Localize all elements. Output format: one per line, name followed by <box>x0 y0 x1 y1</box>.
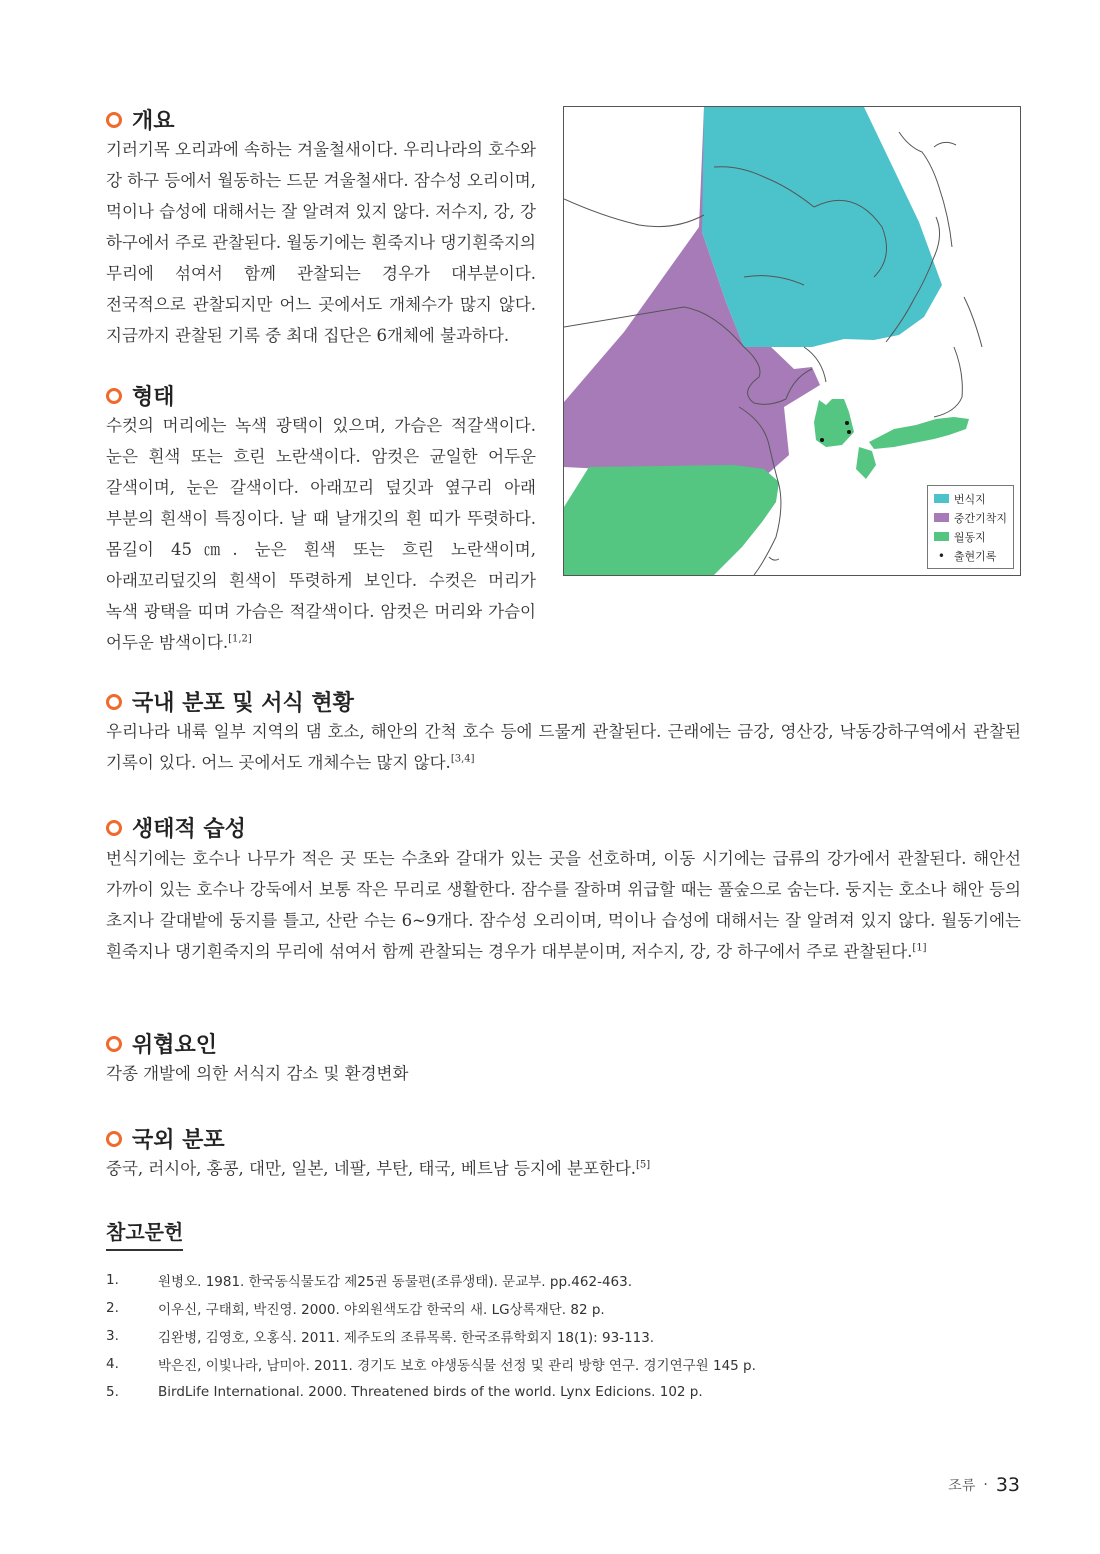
sighting-dot <box>845 421 849 425</box>
circle-bullet-icon <box>106 820 122 836</box>
references-title: 참고문헌 <box>106 1216 183 1251</box>
section-title-domestic: 국내 분포 및 서식 현황 <box>106 686 354 717</box>
references-list <box>106 1266 756 1406</box>
domestic-text: 우리나라 내륙 일부 지역의 댐 호소, 해안의 간척 호수 등에 드물게 관찰된다. 근래에는 금강, 영산강, 낙동강하구역에서 관찰된 기록이 있다. 어느 곳에서도 개체수는 많지 않다.[3,4] <box>106 722 1021 772</box>
legend-wintering: 월동지 <box>934 527 1007 546</box>
swatch-breeding <box>934 494 949 503</box>
page-footer <box>948 1474 1020 1496</box>
section-title-morphology: 형태 <box>106 380 175 411</box>
section-title-ecology: 생태적 습성 <box>106 812 246 843</box>
threats-text: 각종 개발에 의한 서식지 감소 및 환경변화 <box>106 1064 409 1083</box>
reference-item: 4. 박은진, 이빛나라, 남미아. 2011. 경기도 보호 야생동식물 선정 및 관리 방향 연구. 경기연구원 145 p. <box>106 1356 756 1374</box>
citation: [1] <box>912 942 927 954</box>
wintering-japan <box>869 417 969 449</box>
footer-category: 조류 <box>948 1478 976 1494</box>
wintering-region <box>564 465 779 575</box>
morphology-text: 수컷의 머리에는 녹색 광택이 있으며, 가슴은 적갈색이다. 눈은 흰색 또는 흐린 노란색이다. 암컷은 균일한 어두운 갈색이며, 눈은 갈색이다. 아래꼬리 덮깃과 옆구리 아래 부분의 흰색이 특징이다. 날 때 날개깃의 흰 띠가 뚜렷하다. 몸길이 45㎝. 눈은 흰색 또는 흐린 노란색이며, 아래꼬리덮깃의 흰색이 뚜렷하게 보인다. 수컷은 머리가 녹색 광택을 띠며 가슴은 적갈색이다. 암컷은 머리와 가슴이 어두운 밤색이다.[1,2] <box>106 416 536 652</box>
circle-bullet-icon <box>106 694 122 710</box>
reference-item: 5. BirdLife International. 2000. Threatened birds of the world. Lynx Edicions. 102 p. <box>106 1384 703 1400</box>
breeding-region <box>702 107 942 347</box>
map-legend <box>927 485 1014 569</box>
citation: [3,4] <box>450 753 475 765</box>
overseas-text: 중국, 러시아, 홍콩, 대만, 일본, 네팔, 부탄, 태국, 베트남 등지에 분포한다.[5] <box>106 1159 651 1178</box>
swatch-stopover <box>934 513 949 522</box>
footer-separator: · <box>983 1477 988 1493</box>
legend-breeding: 번식지 <box>934 489 1007 508</box>
citation: [1,2] <box>228 633 252 645</box>
distribution-map <box>563 106 1021 576</box>
wintering-kyushu <box>856 447 876 479</box>
sighting-dot <box>820 438 824 442</box>
section-title-threats: 위협요인 <box>106 1028 217 1059</box>
circle-bullet-icon <box>106 112 122 128</box>
circle-bullet-icon <box>106 388 122 404</box>
circle-bullet-icon <box>106 1131 122 1147</box>
ecology-text: 번식기에는 호수나 나무가 적은 곳 또는 수초와 갈대가 있는 곳을 선호하며, 이동 시기에는 급류의 강가에서 관찰된다. 해안선 가까이 있는 호수나 강둑에서 보통 작은 무리로 생활한다. 잠수를 잘하며 위급할 때는 풀숲으로 숨는다. 둥지는 호소나 해안 등의 초지나 갈대밭에 둥지를 틀고, 산란 수는 6~9개다. 잠수성 오리이며, 먹이나 습성에 대해서는 잘 알려져 있지 않다. 월동기에는 흰죽지나 댕기흰죽지의 무리에 섞여서 함께 관찰되는 경우가 대부분이며, 저수지, 강, 강 하구에서 주로 관찰된다.[1] <box>106 849 1021 961</box>
legend-stopover: 중간기착지 <box>934 508 1007 527</box>
page-number: 33 <box>995 1474 1020 1496</box>
circle-bullet-icon <box>106 1036 122 1052</box>
reference-item: 2. 이우신, 구태회, 박진영. 2000. 야외원색도감 한국의 새. LG상록재단. 82 p. <box>106 1300 605 1318</box>
citation: [5] <box>636 1159 651 1171</box>
sighting-dot <box>847 430 851 434</box>
dot-icon: • <box>937 548 945 563</box>
reference-item: 3. 김완병, 김영호, 오홍식. 2011. 제주도의 조류목록. 한국조류학회지 18(1): 93-113. <box>106 1328 655 1346</box>
reference-item: 1. 원병오. 1981. 한국동식물도감 제25권 동물편(조류생태). 문교부. pp.462-463. <box>106 1272 633 1290</box>
legend-sighting: • 출현기록 <box>934 546 1007 565</box>
section-title-overseas: 국외 분포 <box>106 1123 225 1154</box>
overview-text: 기러기목 오리과에 속하는 겨울철새이다. 우리나라의 호수와 강 하구 등에서 월동하는 드문 겨울철새다. 잠수성 오리이며, 먹이나 습성에 대해서는 잘 알려져 있지 않다. 저수지, 강, 강 하구에서 주로 관찰된다. 월동기에는 흰죽지나 댕기흰죽지의 무리에 섞여서 함께 관찰되는 경우가 대부분이다. 전국적으로 관찰되지만 어느 곳에서도 개체수가 많지 않다. 지금까지 관찰된 기록 중 최대 집단은 6개체에 불과하다. <box>106 140 536 345</box>
swatch-wintering <box>934 532 949 541</box>
section-title-overview: 개요 <box>106 104 175 135</box>
